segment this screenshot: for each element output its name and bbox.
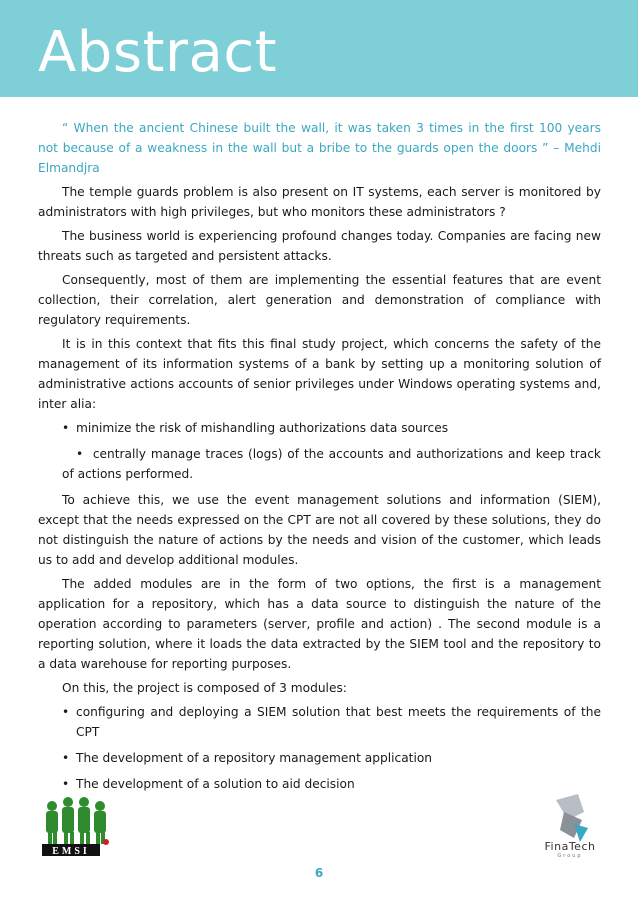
emsi-logo [38, 792, 114, 860]
list-item: • configuring and deploying a SIEM solution that best meets the requirements of the CPT [38, 702, 601, 742]
emsi-logo-text: EMSI [52, 846, 90, 857]
bullet-icon: • [76, 447, 84, 461]
abstract-body [38, 118, 601, 800]
bullet-list [38, 418, 601, 484]
finatech-logo-text: FinaTech [544, 840, 596, 853]
paragraph: On this, the project is composed of 3 modules: [62, 681, 347, 695]
paragraph: The added modules are in the form of two options, the first is a management application for a repository, which has a data source to distinguish the nature of the operation according to parameters (server, profile and action) . The second module is a reporting solution, where it loads the data extracted by the SIEM tool and the repository to a data warehouse for reporting purposes. [38, 577, 601, 671]
list-item: • centrally manage traces (logs) of the accounts and authorizations and keep track of actions performed. [62, 447, 601, 481]
finatech-logo-subtext: Group [557, 853, 583, 859]
quote-paragraph: “ When the ancient Chinese built the wall, it was taken 3 times in the first 100 years not because of a weakness in the wall but a bribe to the guards open the doors ” – Mehdi Elmandjra [38, 121, 601, 175]
page-title: Abstract [38, 20, 278, 85]
page-number: 6 [314, 866, 324, 880]
paragraph: Consequently, most of them are implementing the essential features that are event collection, their correlation, alert generation and demonstration of compliance with regulatory requirements. [38, 273, 601, 327]
module-list [38, 702, 601, 794]
paragraph: To achieve this, we use the event management solutions and information (SIEM), except that the needs expressed on the CPT are not all covered by these solutions, they do not distinguish the nature of actions by the needs and vision of the customer, which leads us to add and develop additional modules. [38, 493, 601, 567]
bullet-icon: • [62, 421, 70, 435]
bullet-icon: • [62, 751, 70, 765]
list-item: • The development of a repository management application [38, 748, 601, 768]
paragraph: The temple guards problem is also present on IT systems, each server is monitored by administrators with high privileges, but who monitors these administrators ? [38, 185, 601, 219]
bullet-icon: • [62, 777, 70, 791]
paragraph: The business world is experiencing profound changes today. Companies are facing new threats such as targeted and persistent attacks. [38, 229, 601, 263]
list-item: • The development of a solution to aid decision [38, 774, 601, 794]
header-banner [0, 0, 638, 97]
list-item: • minimize the risk of mishandling authorizations data sources [38, 418, 601, 438]
paragraph: It is in this context that fits this final study project, which concerns the safety of the management of its information systems of a bank by setting up a monitoring solution of administrative actions accounts of senior privileges under Windows operating systems and, inter alia: [38, 337, 601, 411]
bullet-icon: • [62, 705, 70, 719]
